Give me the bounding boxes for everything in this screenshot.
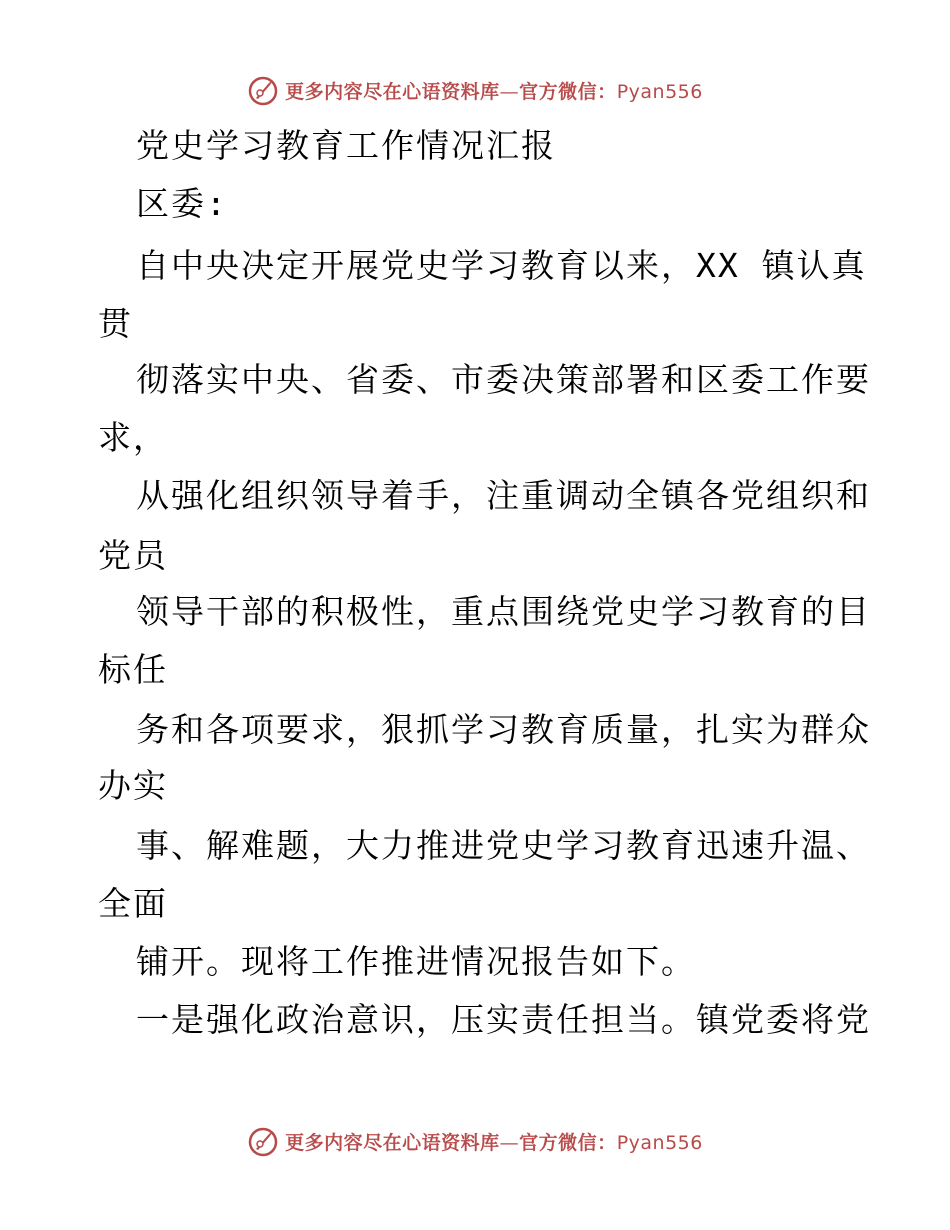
paragraph-line: 务和各项要求，狠抓学习教育质量，扎实为群众 — [136, 710, 871, 749]
paragraph-line: 全面 — [98, 884, 168, 923]
footer-watermark — [0, 1121, 950, 1161]
document-title: 党史学习教育工作情况汇报 — [136, 126, 556, 165]
paragraph-line: 标任 — [98, 650, 168, 689]
paragraph-line: 一是强化政治意识，压实责任担当。镇党委将党 — [136, 1000, 871, 1039]
paragraph-line: 办实 — [98, 766, 168, 805]
paragraph-line: 事、解难题，大力推进党史学习教育迅速升温、 — [136, 826, 871, 865]
paragraph-line: 求， — [98, 418, 168, 457]
watermark-text: 更多内容尽在心语资料库—官方微信：Pyan556 — [285, 1131, 703, 1154]
paragraph-line: 彻落实中央、省委、市委决策部署和区委工作要 — [136, 360, 871, 399]
paragraph-line: 领导干部的积极性，重点围绕党史学习教育的目 — [136, 592, 871, 631]
quill-pen-seal-icon — [247, 74, 279, 106]
quill-pen-seal-icon — [247, 1125, 279, 1157]
paragraph-line: 铺开。现将工作推进情况报告如下。 — [136, 942, 696, 981]
paragraph-line: 贯 — [98, 304, 133, 343]
paragraph-line: 自中央决定开展党史学习教育以来，XX 镇认真 — [136, 246, 867, 285]
header-watermark — [0, 70, 950, 110]
paragraph-line: 党员 — [98, 536, 168, 575]
watermark-text: 更多内容尽在心语资料库—官方微信：Pyan556 — [285, 80, 703, 103]
salutation: 区委: — [136, 184, 228, 223]
paragraph-line: 从强化组织领导着手，注重调动全镇各党组织和 — [136, 476, 871, 515]
